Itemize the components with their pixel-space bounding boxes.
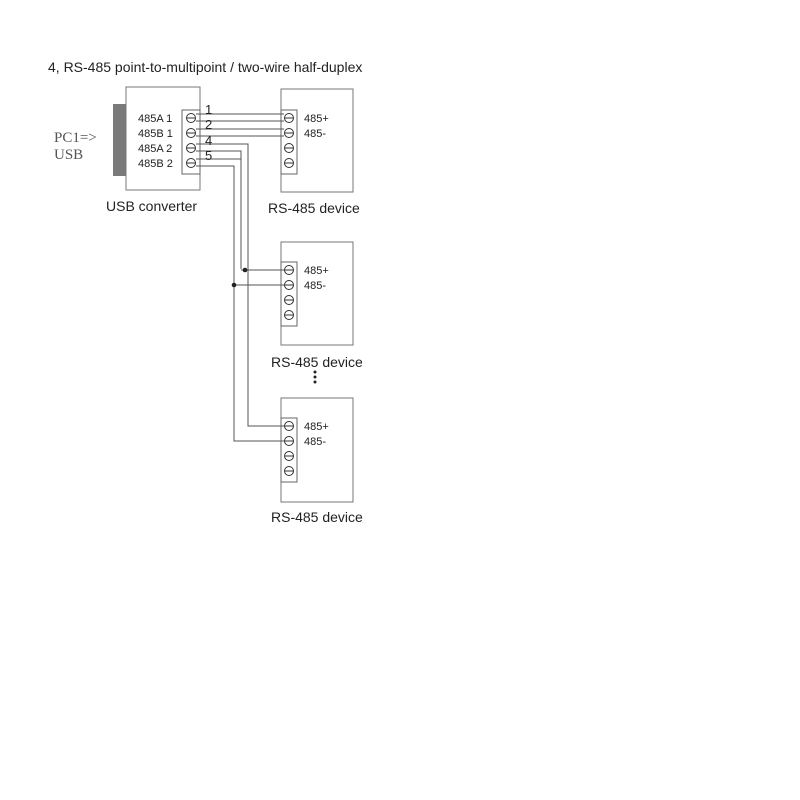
rs485-device-3 [281,398,353,502]
device-3-terminal-plus: 485+ [304,421,329,433]
rs485-device-1 [281,89,353,192]
usb-converter [113,87,200,190]
junction-dot-b [232,283,237,288]
wire-5-outer [196,159,241,166]
wire-number-2: 2 [205,117,213,132]
more-devices-ellipsis [314,371,317,384]
port-485b-1: 485B 1 [138,128,173,140]
wire-4-outer [196,144,248,270]
device-2-terminal-plus: 485+ [304,265,329,277]
wire-number-4: 4 [205,133,213,148]
converter-caption: USB converter [106,198,198,214]
device-2-terminal-minus: 485- [304,280,327,292]
device-3-terminal-minus: 485- [304,436,327,448]
rs485-device-2 [281,242,353,345]
wire-number-5: 5 [205,148,213,163]
device-1-terminal-minus: 485- [304,128,327,140]
junction-dot-a [243,268,248,273]
device-1-terminal-plus: 485+ [304,113,329,125]
pc-label: PC1=> [54,130,97,146]
wire-5-inner [196,166,234,284]
port-485a-1: 485A 1 [138,113,173,125]
device-3-caption: RS-485 device [271,509,363,525]
usb-plug [113,104,126,176]
device-2-caption: RS-485 device [271,354,363,370]
bus-a-to-device-3 [248,270,284,426]
usb-label: USB [54,147,84,163]
diagram-title: 4, RS-485 point-to-multipoint / two-wire half-duplex [48,59,363,75]
wire-number-1: 1 [205,102,213,117]
wiring [196,114,284,441]
port-485b-2: 485B 2 [138,158,173,170]
device-1-caption: RS-485 device [268,200,360,216]
port-485a-2: 485A 2 [138,143,173,155]
